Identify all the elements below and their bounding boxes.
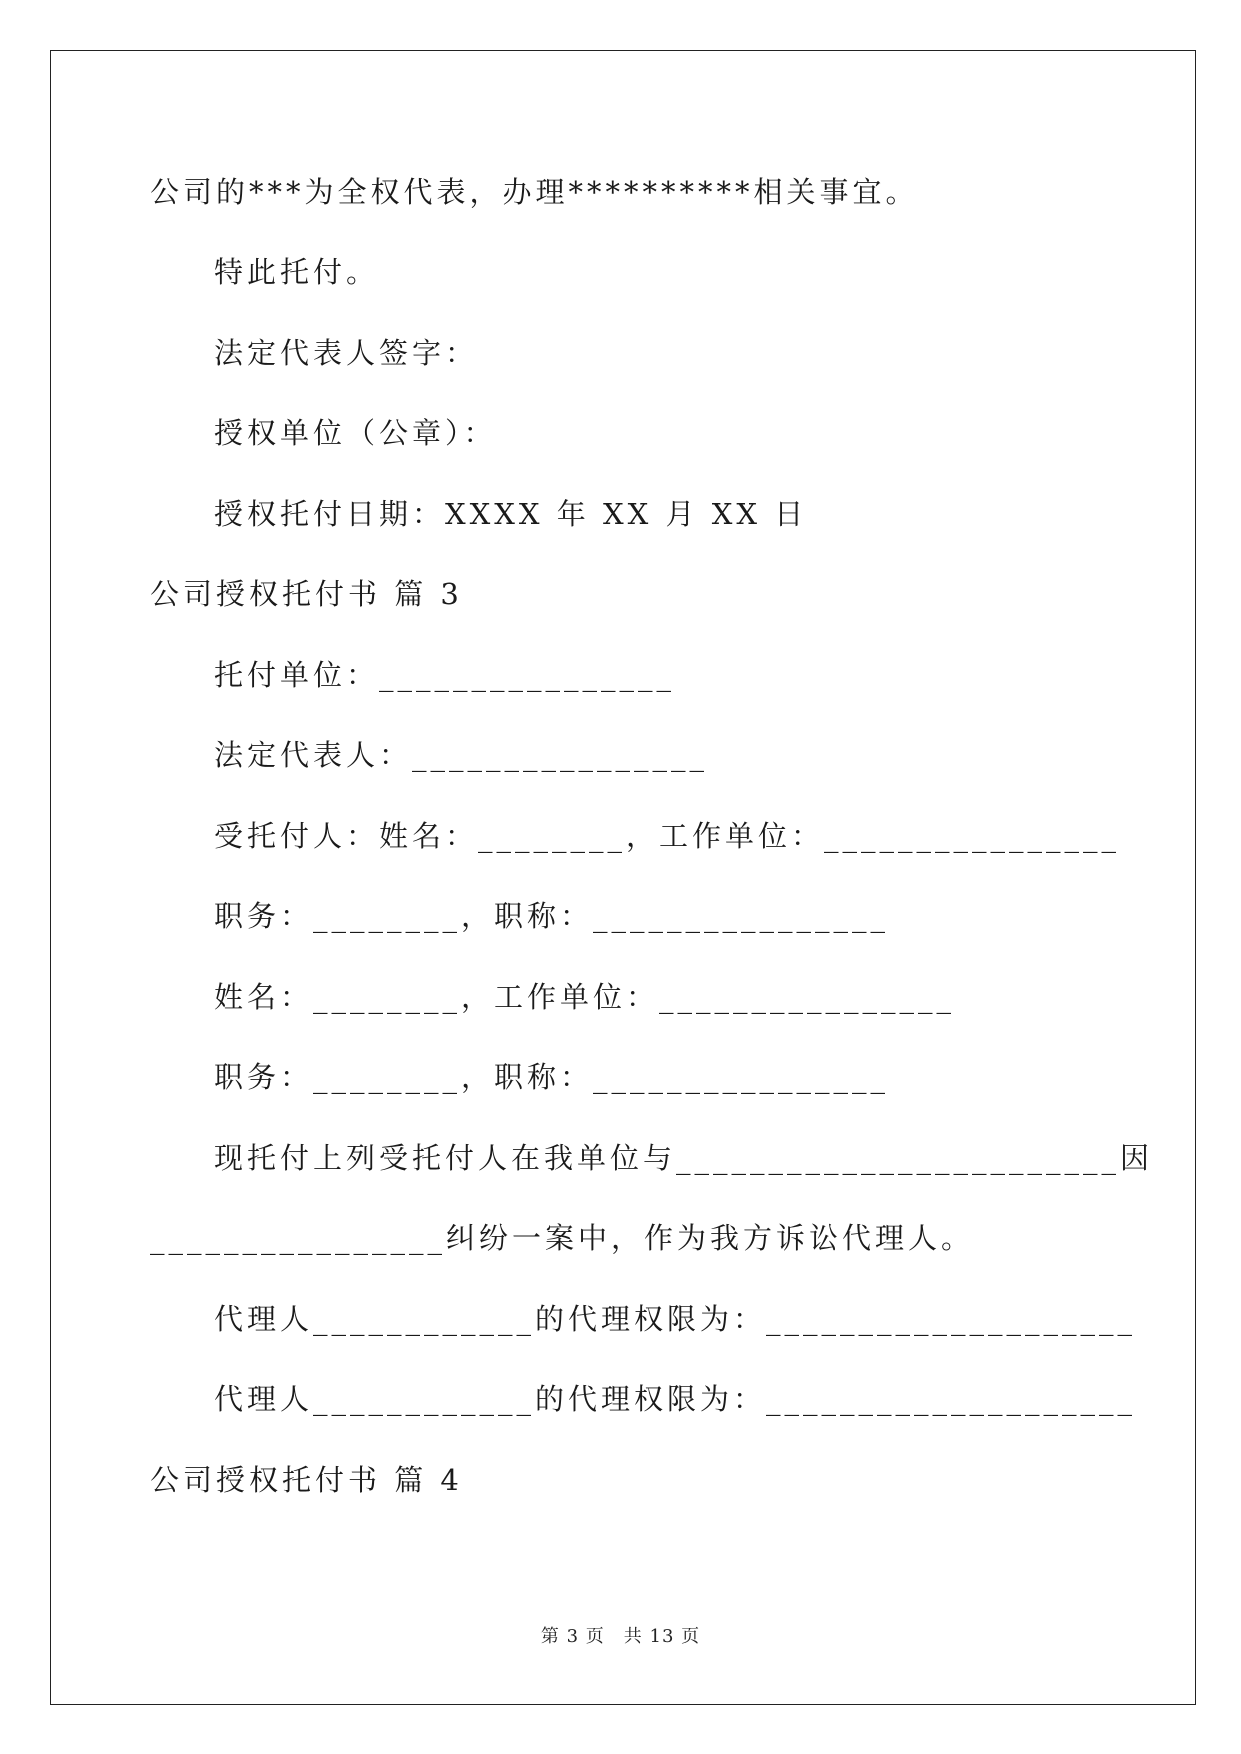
text-line: 姓名：________，工作单位：________________ [214, 980, 956, 1014]
text-line: 代理人____________的代理权限为：____________________ [214, 1382, 1137, 1416]
text-line: 代理人____________的代理权限为：____________________ [214, 1302, 1137, 1336]
text-line: 特此托付。 [214, 255, 380, 289]
text-line: 法定代表人：________________ [214, 738, 709, 772]
text-line: 职务：________，职称：________________ [214, 899, 890, 933]
page-border [50, 50, 1196, 1705]
text-line: ________________纠纷一案中，作为我方诉讼代理人。 [150, 1221, 975, 1255]
text-line: 现托付上列受托付人在我单位与________________________因 [214, 1141, 1154, 1175]
section-heading: 公司授权托付书 篇 3 [150, 577, 463, 611]
text-line: 授权单位（公章）： [214, 416, 497, 450]
text-line: 托付单位：________________ [214, 658, 676, 692]
page-footer: 第 3 页 共 13 页 [540, 1626, 701, 1647]
text-line: 职务：________，职称：________________ [214, 1060, 890, 1094]
text-line: 授权托付日期：XXXX 年 XX 月 XX 日 [214, 497, 808, 531]
text-line: 法定代表人签字： [214, 336, 479, 370]
section-heading: 公司授权托付书 篇 4 [150, 1463, 463, 1497]
text-line: 受托付人：姓名：________，工作单位：________________ [214, 819, 1121, 853]
text-line: 公司的***为全权代表，办理**********相关事宜。 [150, 175, 919, 209]
